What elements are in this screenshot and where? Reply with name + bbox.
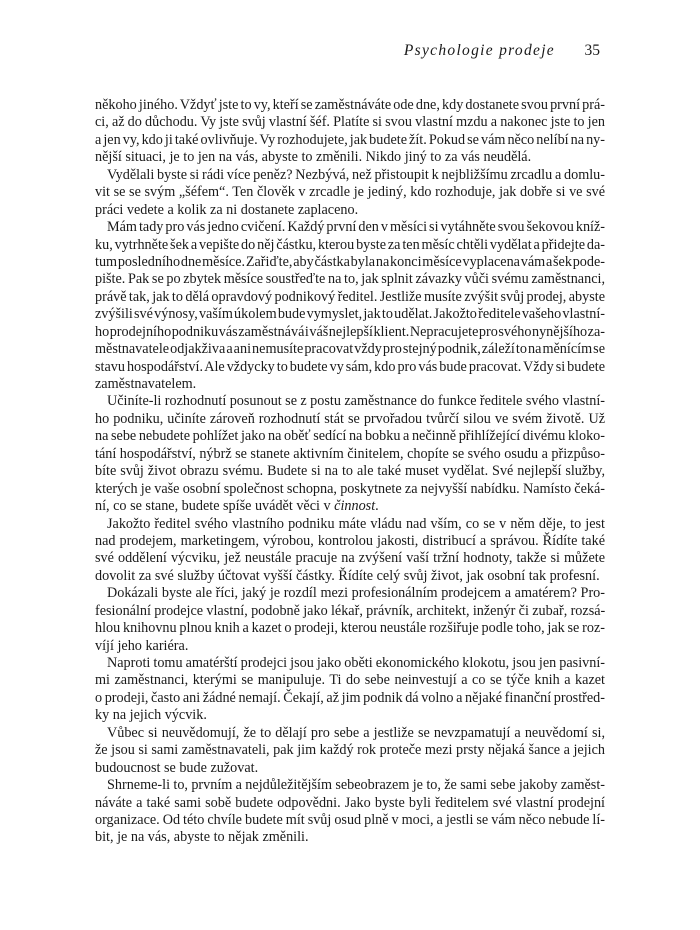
paragraph	[95, 97, 605, 167]
text-line-content: Naproti tomu amatérští prodejci jsou jako oběti ekonomického klokotu, jsou jen pasivní-	[107, 655, 605, 671]
text-line	[95, 760, 605, 777]
text-line	[95, 114, 605, 131]
body-text	[95, 97, 605, 847]
text-line-content: zvýšili své výnosy, vaším úkolem bude vymyslet, jak to udělat. Jakožto ředitele vašeho vlastní-	[95, 306, 605, 323]
text-line	[95, 498, 605, 515]
text-line-content: víjí jeho kariéra.	[95, 637, 189, 654]
text-line	[95, 341, 605, 358]
text-line	[95, 393, 605, 410]
text-line-content: Vůbec si neuvědomují, že to dělají pro sebe a jestliže se nevzpamatují a neuvědomí si,	[107, 724, 605, 741]
text-line-content: že jsou si sami zaměstnavateli, pak jim každý rok proteče mezi prsty nějaká šance a jejich	[95, 742, 605, 759]
text-line-content: Učiníte-li rozhodnutí posunout se z postu zaměstnance do funkce ředitele svého vlastní-	[107, 393, 605, 410]
text-line	[95, 306, 605, 323]
text-line	[95, 585, 605, 602]
text-line	[95, 132, 605, 149]
text-line	[95, 516, 605, 533]
text-line-content: městnavatele odjakživa a ani nemusíte pracovat vždy pro stejný podnik, záleží to na měnícím se	[95, 341, 605, 358]
text-line-content: ku, vytrhněte šek a vepište do něj částku, kterou byste za ten měsíc chtěli vydělat a přidejte da-	[95, 236, 605, 253]
text-line	[95, 428, 605, 445]
page-number: 35	[584, 42, 600, 59]
text-line	[95, 638, 605, 655]
text-line-content: ho prodejního podniku vás zaměstnává i váš nejlepší klient. Nepracujete pro svého nynějšího za-	[95, 323, 605, 340]
text-line	[95, 829, 605, 846]
text-line	[95, 481, 605, 498]
text-line	[95, 620, 605, 637]
text-line	[95, 603, 605, 620]
text-line-content: o prodeji, často ani žádné nemají. Čekají, až jim podnik dá volno a nějaké finanční prostřed-	[95, 689, 605, 706]
text-line-content: náváte a také sami sobě budete odpovědni. Jako byste byli ředitelem své vlastní prodejní	[95, 794, 605, 811]
paragraph	[95, 393, 605, 515]
text-line	[95, 202, 605, 219]
text-line-content: Jakožto ředitel svého vlastního podniku máte vládu nad vším, co se v něm děje, to jest	[107, 515, 605, 532]
text-line-content: organizace. Od této chvíle budete mít svůj osud plně v moci, a jestli se vám něco nebude lí-	[95, 811, 605, 828]
paragraph	[95, 585, 605, 655]
text-line-content: a jen vy, kdo ji také ovlivňuje. Vy rozhodujete, jak budete žít. Pokud se vám něco nelíbí na ny-	[95, 131, 605, 148]
text-line	[95, 655, 605, 672]
text-line-content: vit se se svým „šéfem“. Ten člověk v zrcadle je jediný, kdo rozhoduje, jak dobře si ve své	[95, 184, 605, 201]
text-line-content: někoho jiného. Vždyť jste to vy, kteří se zaměstnáváte ode dne, kdy dostanete svou první prá-	[95, 97, 605, 113]
text-line	[95, 725, 605, 742]
text-line-content: tum posledního dne měsíce. Zařiďte, aby částka byla na konci měsíce vyplacena vám a šek pode-	[95, 253, 605, 270]
text-line-content: hlou knihovnu plnou knih a kazet o prodeji, kterou neustále rozšiřuje podle toho, jak se roz-	[95, 620, 605, 637]
text-line-content: Shrneme-li to, prvním a nejdůležitějším sebeobrazem je to, že sami sebe jakoby zaměst-	[107, 777, 605, 794]
text-line-content: práci vedete a kolik za ni dostanete zaplaceno.	[95, 201, 359, 218]
text-line-content: mi zaměstnanci, kterými se manipuluje. Ti do sebe neinvestují a co se týče knih a kazet	[95, 672, 605, 689]
text-line	[95, 184, 605, 201]
text-line-content: ky na jejich výcvik.	[95, 707, 207, 724]
paragraph	[95, 655, 605, 725]
running-head-title: Psychologie prodeje	[403, 42, 555, 59]
text-line-content: ní, co se stane, budete spíše uvádět věci v	[95, 498, 335, 515]
text-line	[95, 550, 605, 567]
running-head	[95, 42, 600, 62]
text-line-content: své oddělení výcviku, jež neustále pracuje na zvýšení vaší tržní hodnoty, takže si můžete	[95, 550, 605, 567]
text-line	[95, 237, 605, 254]
text-line	[95, 289, 605, 306]
text-line-content: na sebe nebudete pohlížet jako na oběť sedící na bobku a nečinně přihlížející divému kloko-	[95, 428, 605, 445]
paragraph	[95, 777, 605, 847]
text-line	[95, 795, 605, 812]
text-line	[95, 568, 605, 585]
text-line	[95, 463, 605, 480]
text-line	[95, 359, 605, 376]
text-line-content: pište. Pak se po zbytek měsíce soustřeďte na to, jak splnit závazky vůči svému zaměstnanci,	[95, 271, 605, 288]
text-line	[95, 167, 605, 184]
text-line	[95, 707, 605, 724]
text-line	[95, 149, 605, 166]
text-line-content: dovolit za své služby účtovat vyšší částky. Řídíte celý svůj život, jak osobní tak profesní.	[95, 567, 600, 584]
text-line-content: Vydělali byste si rádi více peněz? Nezbývá, než přistoupit k nejbližšímu zrcadlu a domlu-	[107, 166, 605, 183]
text-line	[95, 812, 605, 829]
text-line-content: bit, je na vás, abyste to nějak změnili.	[95, 829, 309, 846]
text-line	[95, 97, 605, 114]
text-line-content: zaměstnavatelem.	[95, 376, 197, 392]
text-line-content: stavu hospodářství. Ale vždycky to budete vy sám, kdo pro vás bude pracovat. Vždy si budete	[95, 358, 605, 375]
text-line-content: budoucnost se bude zužovat.	[95, 759, 259, 776]
text-line	[95, 446, 605, 463]
emphasized-word: činnost	[334, 498, 376, 515]
text-line	[95, 254, 605, 271]
text-line-content: kterých je vaše osobní společnost schopna, poskytnete za nejvyšší nabídku. Namísto čeká-	[95, 480, 605, 497]
paragraph	[95, 219, 605, 393]
text-line	[95, 324, 605, 341]
text-line	[95, 271, 605, 288]
text-line	[95, 376, 605, 393]
text-line-content: Dokázali byste ale říci, jaký je rozdíl mezi profesionálním prodejcem a amatérem? Pro-	[107, 585, 605, 602]
text-line-content: tání hospodářství, nýbrž se stanete aktivním činitelem, chopíte se svého osudu a přizpůso-	[95, 445, 605, 462]
text-line-content: bíte svůj život obrazu svému. Budete si na to ale také muset vydělat. Své nejlepší služby,	[95, 463, 605, 480]
text-line	[95, 672, 605, 689]
text-line-content: Mám tady pro vás jedno cvičení. Každý první den v měsíci si vytáhněte svou šekovou kníž-	[107, 219, 605, 236]
text-line	[95, 533, 605, 550]
text-line-tail: .	[375, 498, 379, 515]
paragraph	[95, 167, 605, 219]
text-line-content: ho podniku, učiníte zároveň rozhodnutí stát se prvořadou tvůrčí silou ve svém životě. Už	[95, 410, 605, 427]
text-line	[95, 742, 605, 759]
text-line	[95, 777, 605, 794]
text-line-content: právě tak, jak to dělá opravdový podnikový ředitel. Jestliže musíte zvýšit svůj prodej, abyste	[95, 288, 605, 305]
paragraph	[95, 725, 605, 777]
text-line-content: nější situaci, je to jen na vás, abyste to změnili. Nikdo jiný to za vás neudělá.	[95, 149, 532, 166]
text-line-content: fesionální prodejce vlastní, podobně jako lékař, právník, architekt, inženýr či zubař, rozsá-	[95, 602, 606, 619]
paragraph	[95, 516, 605, 586]
text-line	[95, 411, 605, 428]
text-line	[95, 219, 605, 236]
text-line-content: nad prodejem, marketingem, výrobou, kontrolou jakosti, distribucí a správou. Řídíte také	[95, 532, 605, 549]
text-line	[95, 690, 605, 707]
text-line-content: ci, až do důchodu. Vy jste svůj vlastní šéf. Platíte si svou vlastní mzdu a nakonec jste to jen	[95, 114, 605, 131]
